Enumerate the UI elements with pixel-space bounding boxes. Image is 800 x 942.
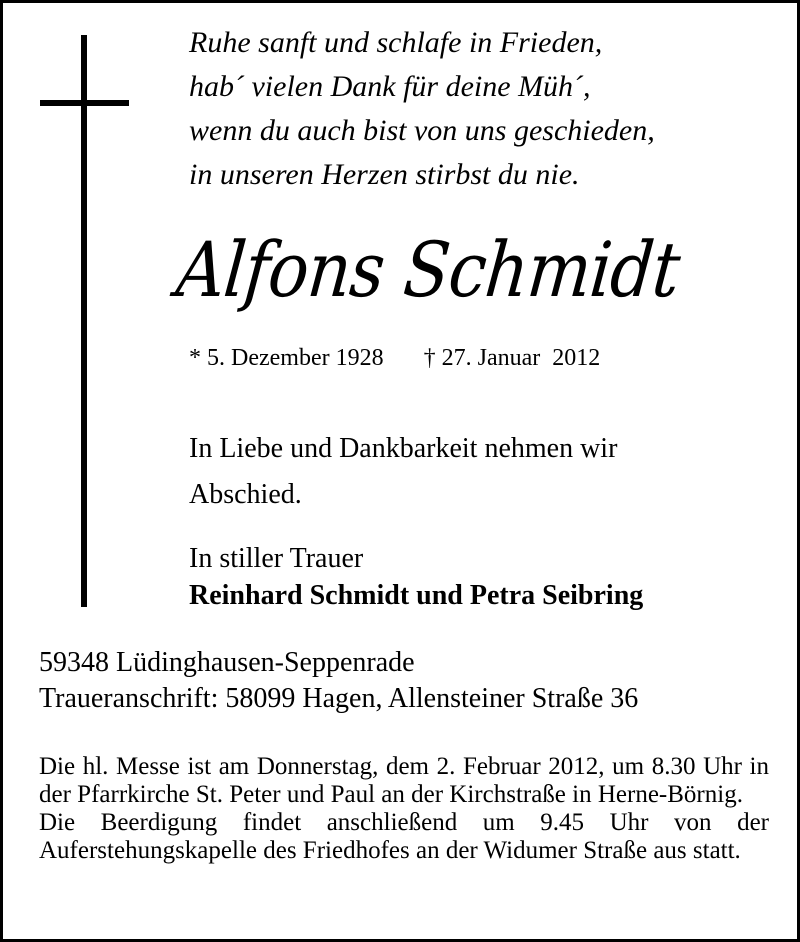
cross-icon-bar [40, 100, 129, 106]
address-block [39, 645, 638, 717]
mourning-intro: In stiller Trauer [189, 543, 364, 574]
poem-line: Ruhe sanft und schlafe in Frieden, [189, 26, 603, 59]
deceased-name: Alfons Schmidt [172, 225, 684, 314]
death-date: † 27. Januar 2012 [423, 345, 601, 371]
address-line: Traueranschrift: 58099 Hagen, Allensteiner Straße 36 [39, 683, 639, 714]
life-dates [189, 340, 600, 376]
farewell-line: In Liebe und Dankbarkeit nehmen wir [189, 433, 618, 464]
farewell-line: Abschied. [189, 479, 302, 510]
memorial-poem [189, 21, 655, 197]
service-info [39, 753, 769, 865]
mass-info: Die hl. Messe ist am Donnerstag, dem 2. Februar 2012, um 8.30 Uhr in der Pfarrkirche St. Peter und Paul an der Kirchstraße in Herne-Börnig. [39, 753, 769, 808]
address-line: 59348 Lüdinghausen-Seppenrade [39, 647, 415, 678]
farewell-text [189, 426, 617, 518]
cross-icon [81, 35, 87, 607]
poem-line: in unseren Herzen stirbst du nie. [189, 158, 580, 191]
poem-line: wenn du auch bist von uns geschieden, [189, 114, 655, 147]
birth-date: * 5. Dezember 1928 [189, 345, 384, 371]
poem-line: hab´ vielen Dank für deine Müh´, [189, 70, 591, 103]
mourners-names: Reinhard Schmidt und Petra Seibring [189, 580, 644, 611]
burial-info: Die Beerdigung findet anschließend um 9.45 Uhr von der Auferstehungskapelle des Friedhofes an der Widumer Straße aus statt. [39, 809, 769, 864]
